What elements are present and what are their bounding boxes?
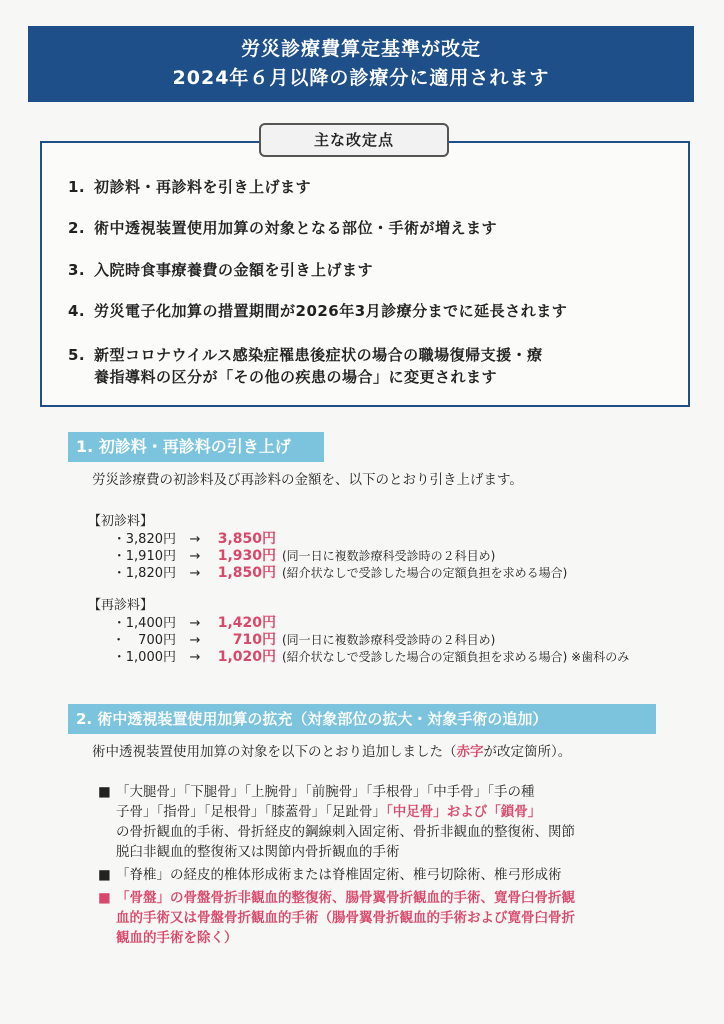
point-5 bbox=[68, 344, 543, 388]
bullet-text: 「大腿骨」「下腿骨」「上腕骨」「前腕骨」「手根骨」「中手骨」「手の種 bbox=[116, 784, 535, 800]
point-text: 入院時食事療養費の金額を引き上げます bbox=[94, 261, 374, 279]
bullet-item-1-line3: の骨折観血的手術、骨折経皮的鋼線刺入固定術、骨折非観血的整復術、関節 bbox=[116, 824, 575, 840]
point-number: 4. bbox=[68, 302, 86, 320]
point-text: 労災電子化加算の措置期間が2026年3月診療分までに延長されます bbox=[94, 302, 568, 320]
point-text-continued: 養指導料の区分が「その他の疾患の場合」に変更されます bbox=[94, 368, 498, 386]
bullet-item-2 bbox=[98, 866, 562, 884]
point-number: 1. bbox=[68, 178, 86, 196]
old-price: ・1,910円 bbox=[112, 549, 176, 564]
saishin-row bbox=[88, 648, 629, 667]
bullet-item-3 bbox=[98, 889, 575, 907]
section2-intro-post: が改定箇所）。 bbox=[483, 744, 572, 760]
old-price: ・1,400円 bbox=[112, 616, 176, 631]
bullet-text-red: 「骨盤」の骨盤骨折非観血的整復術、腸骨翼骨折観血的手術、寛骨臼骨折観 bbox=[116, 890, 575, 906]
old-price: ・3,820円 bbox=[112, 532, 176, 547]
bullet-square-icon: ■ bbox=[98, 890, 111, 906]
bullet-square-icon: ■ bbox=[98, 867, 111, 883]
header-title-line1: 労災診療費算定基準が改定 bbox=[240, 38, 481, 60]
old-price: ・ 700円 bbox=[112, 633, 176, 648]
new-price: 1,930円 bbox=[217, 548, 276, 564]
section1-heading: 1. 初診料・再診料の引き上げ bbox=[68, 432, 324, 462]
new-price: 1,850円 bbox=[217, 565, 276, 581]
section2-heading: 2. 術中透視装置使用加算の拡充（対象部位の拡大・対象手術の追加） bbox=[68, 704, 656, 734]
shoshin-label: 【初診料】 bbox=[88, 514, 154, 529]
shoshin-row bbox=[88, 564, 567, 583]
point-text: 術中透視装置使用加算の対象となる部位・手術が増えます bbox=[94, 219, 498, 237]
point-4 bbox=[68, 300, 567, 322]
point-number: 3. bbox=[68, 261, 86, 279]
price-note: (同一日に複数診療科受診時の２科目め) bbox=[282, 549, 496, 563]
arrow: → bbox=[189, 633, 201, 648]
bullet-text: 「脊椎」の経皮的椎体形成術または脊椎固定術、椎弓切除術、椎弓形成術 bbox=[116, 867, 562, 883]
arrow: → bbox=[189, 650, 201, 665]
bullet-item-1-line4: 脱臼非観血的整復術又は関節内骨折観血的手術 bbox=[116, 844, 400, 860]
point-text: 初診料・再診料を引き上げます bbox=[94, 178, 312, 196]
bullet-square-icon: ■ bbox=[98, 784, 111, 800]
header-title-line2: 2024年６月以降の診療分に適用されます bbox=[172, 67, 550, 89]
point-2 bbox=[68, 217, 497, 239]
section1-intro: 労災診療費の初診料及び再診料の金額を、以下のとおり引き上げます。 bbox=[92, 472, 523, 488]
price-note: (紹介状なしで受診した場合の定額負担を求める場合) bbox=[282, 566, 568, 580]
bullet-item-3-line3: 観血的手術を除く） bbox=[116, 930, 238, 946]
point-number: 2. bbox=[68, 219, 86, 237]
arrow: → bbox=[189, 566, 201, 581]
section2-intro-pre: 術中透視装置使用加算の対象を以下のとおり追加しました（ bbox=[92, 744, 457, 760]
arrow: → bbox=[189, 616, 201, 631]
new-price: 3,850円 bbox=[217, 531, 276, 547]
point-number: 5. bbox=[68, 346, 86, 364]
arrow: → bbox=[189, 549, 201, 564]
new-price: 1,020円 bbox=[217, 649, 276, 665]
bullet-text: 子骨」「指骨」「足根骨」「膝蓋骨」「足趾骨」 bbox=[116, 804, 386, 820]
section2-intro-red: 赤字 bbox=[456, 744, 484, 760]
new-price: 1,420円 bbox=[217, 615, 276, 631]
price-note: (同一日に複数診療科受診時の２科目め) bbox=[282, 633, 496, 647]
saishin-label: 【再診料】 bbox=[88, 598, 154, 613]
bullet-item-1-line2 bbox=[116, 803, 541, 821]
point-3 bbox=[68, 259, 373, 281]
new-price: 710円 bbox=[232, 632, 276, 648]
header-banner bbox=[28, 26, 694, 102]
section2-intro bbox=[92, 743, 571, 761]
bullet-text-red: 「中足骨」および「鎖骨」 bbox=[386, 804, 542, 820]
old-price: ・1,820円 bbox=[112, 566, 176, 581]
point-1 bbox=[68, 176, 311, 198]
main-points-title: 主な改定点 bbox=[259, 123, 449, 157]
point-text: 新型コロナウイルス感染症罹患後症状の場合の職場復帰支援・療 bbox=[94, 346, 543, 364]
price-note: (紹介状なしで受診した場合の定額負担を求める場合) ※歯科のみ bbox=[282, 650, 630, 664]
bullet-item-3-line2: 血的手術又は骨盤骨折観血的手術（腸骨翼骨折観血的手術および寛骨臼骨折 bbox=[116, 910, 575, 926]
old-price: ・1,000円 bbox=[112, 650, 176, 665]
arrow: → bbox=[189, 532, 201, 547]
bullet-item-1 bbox=[98, 783, 535, 801]
